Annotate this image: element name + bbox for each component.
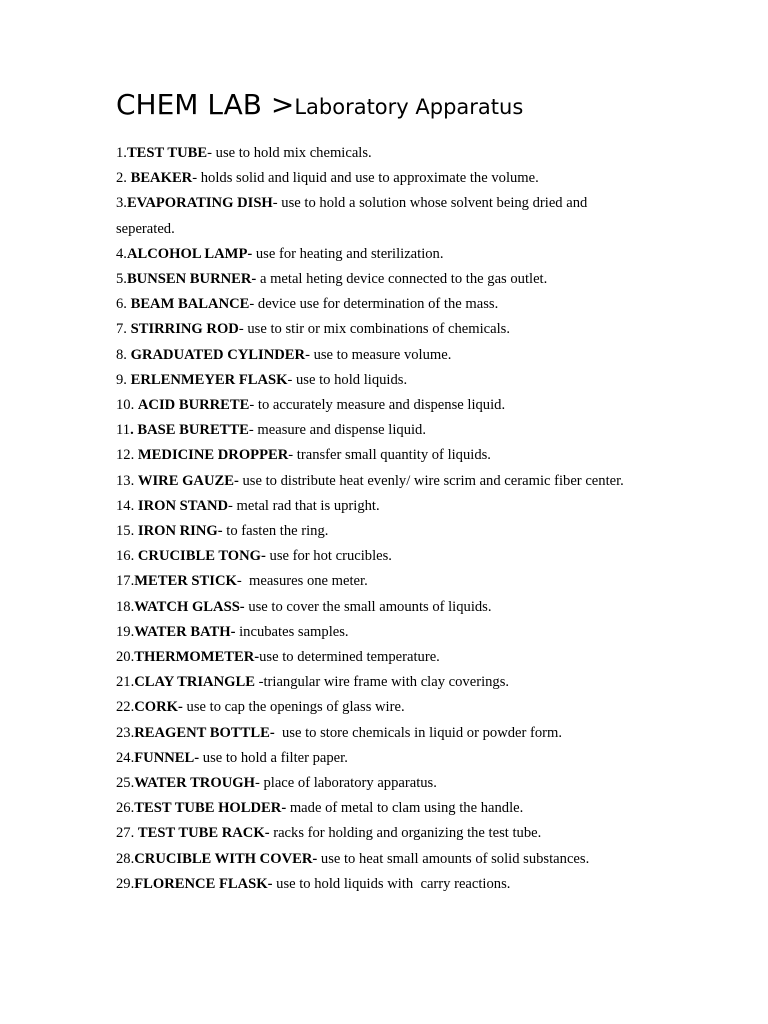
item-term: BUNSEN BURNER- bbox=[126, 271, 257, 288]
item-number: 29. bbox=[116, 875, 135, 892]
item-number: 27. bbox=[116, 825, 138, 842]
list-item bbox=[116, 670, 636, 695]
item-term: TEST TUBE RACK- bbox=[137, 825, 270, 842]
item-description: incubates samples. bbox=[235, 623, 349, 640]
list-item bbox=[116, 620, 636, 645]
item-term: CLAY TRIANGLE bbox=[134, 674, 255, 691]
item-description: - transfer small quantity of liquids. bbox=[288, 447, 491, 464]
list-item bbox=[116, 872, 636, 897]
item-term: TEST TUBE HOLDER- bbox=[134, 800, 287, 817]
title-sub: Laboratory Apparatus bbox=[294, 95, 524, 119]
item-term: BEAM BALANCE bbox=[130, 296, 250, 313]
item-number: 8. bbox=[116, 346, 131, 363]
item-term: ERLENMEYER FLASK bbox=[130, 371, 288, 388]
list-item bbox=[116, 721, 636, 746]
item-description: made of metal to clam using the handle. bbox=[286, 800, 524, 817]
item-term: CORK- bbox=[134, 699, 183, 716]
item-description: use to store chemicals in liquid or powder form. bbox=[274, 724, 563, 741]
list-item bbox=[116, 695, 636, 720]
item-number: 3. bbox=[116, 195, 127, 212]
item-number: 12. bbox=[116, 447, 138, 464]
item-term: ACID BURRETE bbox=[137, 397, 250, 414]
item-description: use to heat small amounts of solid substances. bbox=[317, 850, 590, 867]
item-description: - measure and dispense liquid. bbox=[248, 422, 426, 439]
list-item bbox=[116, 569, 636, 594]
item-term: CRUCIBLE WITH COVER- bbox=[134, 850, 318, 867]
item-number: 23. bbox=[116, 724, 135, 741]
item-number: 1. bbox=[116, 145, 127, 161]
item-number: 10. bbox=[116, 397, 138, 414]
item-term: GRADUATED CYLINDER bbox=[130, 346, 306, 363]
item-number: 18. bbox=[116, 598, 135, 615]
item-description: use to determined temperature. bbox=[259, 649, 440, 666]
item-description: use for heating and sterilization. bbox=[252, 245, 444, 262]
list-item bbox=[116, 242, 636, 267]
item-description: - use to measure volume. bbox=[305, 346, 452, 363]
item-number: 21. bbox=[116, 674, 135, 691]
item-description: - use to hold mix chemicals. bbox=[207, 145, 372, 161]
item-description: - to accurately measure and dispense liquid. bbox=[249, 397, 506, 414]
list-item bbox=[116, 393, 636, 418]
item-description: - use to stir or mix combinations of chemicals. bbox=[238, 321, 511, 338]
item-description: use to cap the openings of glass wire. bbox=[182, 699, 405, 716]
list-item bbox=[116, 166, 636, 191]
list-item bbox=[116, 595, 636, 620]
item-description: use to distribute heat evenly/ wire scrim and ceramic fiber center. bbox=[238, 472, 624, 489]
item-term: WATER BATH- bbox=[134, 623, 236, 640]
list-item bbox=[116, 847, 636, 872]
list-item bbox=[116, 141, 636, 166]
list-item bbox=[116, 746, 636, 771]
item-number: 14. bbox=[116, 497, 138, 514]
list-item bbox=[116, 494, 636, 519]
item-number: 24. bbox=[116, 749, 135, 766]
list-item bbox=[116, 544, 636, 569]
item-term: IRON STAND bbox=[137, 497, 229, 514]
item-number: 2. bbox=[116, 170, 131, 187]
list-item bbox=[116, 317, 636, 342]
item-term: METER STICK bbox=[134, 573, 237, 590]
item-number: 6. bbox=[116, 296, 131, 313]
list-item bbox=[116, 292, 636, 317]
item-term: REAGENT BOTTLE- bbox=[134, 724, 275, 741]
item-description: use for hot crucibles. bbox=[265, 548, 392, 565]
item-term: STIRRING ROD bbox=[130, 321, 239, 338]
list-item bbox=[116, 267, 636, 292]
item-term: THERMOMETER- bbox=[134, 649, 260, 666]
title-main: CHEM LAB > bbox=[116, 88, 295, 121]
item-number: 17. bbox=[116, 573, 135, 590]
list-item bbox=[116, 771, 636, 796]
item-term: EVAPORATING DISH bbox=[126, 195, 273, 212]
list-item bbox=[116, 519, 636, 544]
list-item bbox=[116, 469, 636, 494]
item-number: 5. bbox=[116, 271, 127, 288]
item-description: -triangular wire frame with clay coverings. bbox=[254, 674, 510, 691]
item-number: 19. bbox=[116, 623, 135, 640]
item-description: - metal rad that is upright. bbox=[228, 497, 380, 514]
item-description: - device use for determination of the mass. bbox=[249, 296, 499, 313]
item-term: . BASE BURETTE bbox=[130, 422, 249, 439]
list-item bbox=[116, 443, 636, 468]
item-description: use to hold a filter paper. bbox=[199, 749, 348, 766]
item-term: CRUCIBLE TONG- bbox=[137, 548, 266, 565]
item-description: a metal heting device connected to the gas outlet. bbox=[256, 271, 548, 288]
list-item bbox=[116, 645, 636, 670]
list-item bbox=[116, 821, 636, 846]
list-item bbox=[116, 343, 636, 368]
list-item bbox=[116, 796, 636, 821]
item-term: TEST TUBE bbox=[126, 145, 208, 161]
list-item bbox=[116, 191, 636, 241]
item-description: - measures one meter. bbox=[236, 573, 368, 590]
item-description: use to cover the small amounts of liquids. bbox=[244, 598, 492, 615]
item-number: 16. bbox=[116, 548, 138, 565]
apparatus-list bbox=[116, 141, 636, 897]
item-description: - use to hold a solution whose solvent being dried and seperated. bbox=[116, 195, 591, 237]
item-description: - place of laboratory apparatus. bbox=[254, 775, 437, 792]
item-number: 9. bbox=[116, 371, 131, 388]
item-number: 13. bbox=[116, 472, 138, 489]
item-number: 26. bbox=[116, 800, 135, 817]
item-number: 11 bbox=[116, 422, 131, 439]
item-term: WATCH GLASS- bbox=[134, 598, 245, 615]
item-term: IRON RING- bbox=[137, 523, 223, 540]
item-number: 22. bbox=[116, 699, 135, 716]
item-number: 25. bbox=[116, 775, 135, 792]
item-term: FUNNEL- bbox=[134, 749, 200, 766]
item-description: use to hold liquids with carry reactions. bbox=[272, 875, 511, 892]
item-description: - use to hold liquids. bbox=[287, 371, 408, 388]
item-description: racks for holding and organizing the test tube. bbox=[269, 825, 542, 842]
item-description: to fasten the ring. bbox=[222, 523, 329, 540]
item-term: WIRE GAUZE- bbox=[137, 472, 239, 489]
item-number: 15. bbox=[116, 523, 138, 540]
item-term: BEAKER bbox=[130, 170, 193, 187]
item-term: MEDICINE DROPPER bbox=[137, 447, 289, 464]
item-term: ALCOHOL LAMP- bbox=[126, 245, 253, 262]
list-item bbox=[116, 418, 636, 443]
item-number: 28. bbox=[116, 850, 135, 867]
item-term: WATER TROUGH bbox=[134, 775, 255, 792]
item-term: FLORENCE FLASK- bbox=[134, 875, 273, 892]
list-item bbox=[116, 368, 636, 393]
item-number: 20. bbox=[116, 649, 135, 666]
item-number: 4. bbox=[116, 245, 127, 262]
item-number: 7. bbox=[116, 321, 131, 338]
item-description: - holds solid and liquid and use to approximate the volume. bbox=[192, 170, 539, 187]
page-title bbox=[116, 84, 523, 122]
